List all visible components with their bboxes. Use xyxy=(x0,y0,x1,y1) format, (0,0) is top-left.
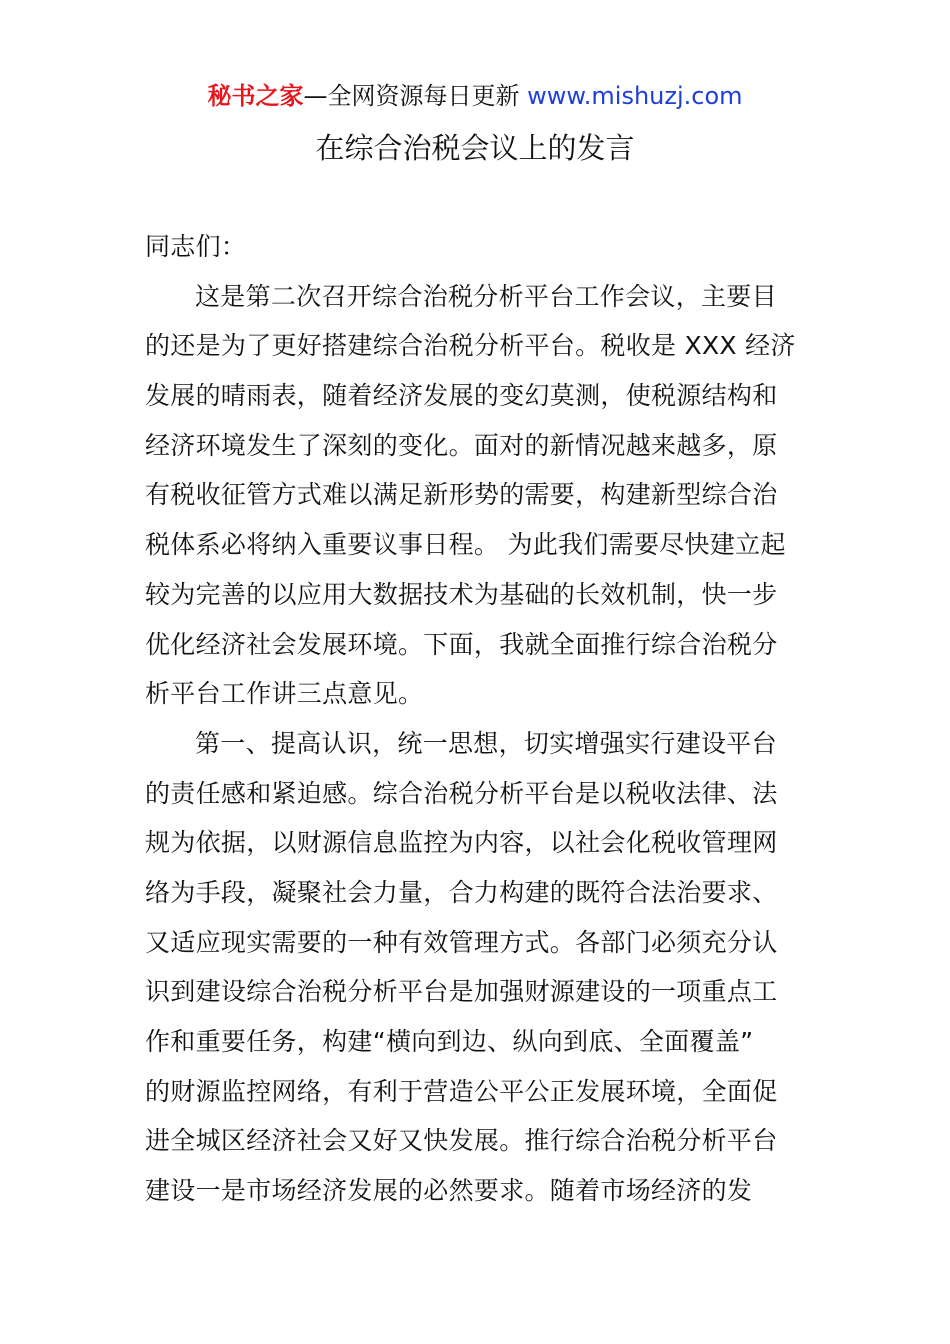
paragraph-line: 又适应现实需要的一种有效管理方式。各部门必须充分认 xyxy=(145,927,778,957)
header-tagline: —全网资源每日更新 xyxy=(303,82,528,110)
paragraph-line: 税体系必将纳入重要议事日程。 为此我们需要尽快建立起 xyxy=(145,530,786,560)
paragraph-line: 发展的晴雨表，随着经济发展的变幻莫测，使税源结构和 xyxy=(145,381,778,411)
salutation: 同志们： xyxy=(145,232,247,261)
paragraph-line: 规为依据，以财源信息监控为内容，以社会化税收管理网 xyxy=(145,828,778,858)
paragraph-line: 较为完善的以应用大数据技术为基础的长效机制，快一步 xyxy=(145,579,778,609)
paragraph-line: 析平台工作讲三点意见。 xyxy=(145,679,424,709)
document-title: 在综合治税会议上的发言 xyxy=(315,131,635,165)
paragraph-line: 的财源监控网络，有利于营造公平公正发展环境，全面促 xyxy=(145,1076,778,1106)
paragraph-line: 的责任感和紧迫感。综合治税分析平台是以税收法律、法 xyxy=(145,778,778,808)
site-header xyxy=(0,80,950,112)
paragraph-2 xyxy=(145,719,810,1216)
paragraph-line: 优化经济社会发展环境。下面，我就全面推行综合治税分 xyxy=(145,629,778,659)
paragraph-1 xyxy=(145,272,810,719)
brand-name: 秘书之家 xyxy=(207,82,304,110)
paragraph-line: 建设一是市场经济发展的必然要求。随着市场经济的发 xyxy=(145,1176,753,1206)
document-body xyxy=(145,222,810,1216)
paragraph-line: 有税收征管方式难以满足新形势的需要，构建新型综合治 xyxy=(145,480,778,510)
paragraph-line: 识到建设综合治税分析平台是加强财源建设的一项重点工 xyxy=(145,977,778,1007)
paragraph-line: 作和重要任务，构建“横向到边、纵向到底、全面覆盖” xyxy=(145,1027,754,1056)
site-url[interactable]: www.mishuzj.com xyxy=(527,82,743,110)
paragraph-line: 经济环境发生了深刻的变化。面对的新情况越来越多，原 xyxy=(145,430,778,460)
paragraph-line: 第一、提高认识，统一思想，切实增强实行建设平台 xyxy=(195,728,777,758)
paragraph-line: 络为手段，凝聚社会力量，合力构建的既符合法治要求、 xyxy=(145,877,778,907)
paragraph-line: 这是第二次召开综合治税分析平台工作会议，主要目 xyxy=(195,281,777,311)
paragraph-line: 的还是为了更好搭建综合治税分析平台。税收是 XXX 经济 xyxy=(145,331,796,361)
paragraph-line: 进全城区经济社会又好又快发展。推行综合治税分析平台 xyxy=(145,1126,778,1156)
